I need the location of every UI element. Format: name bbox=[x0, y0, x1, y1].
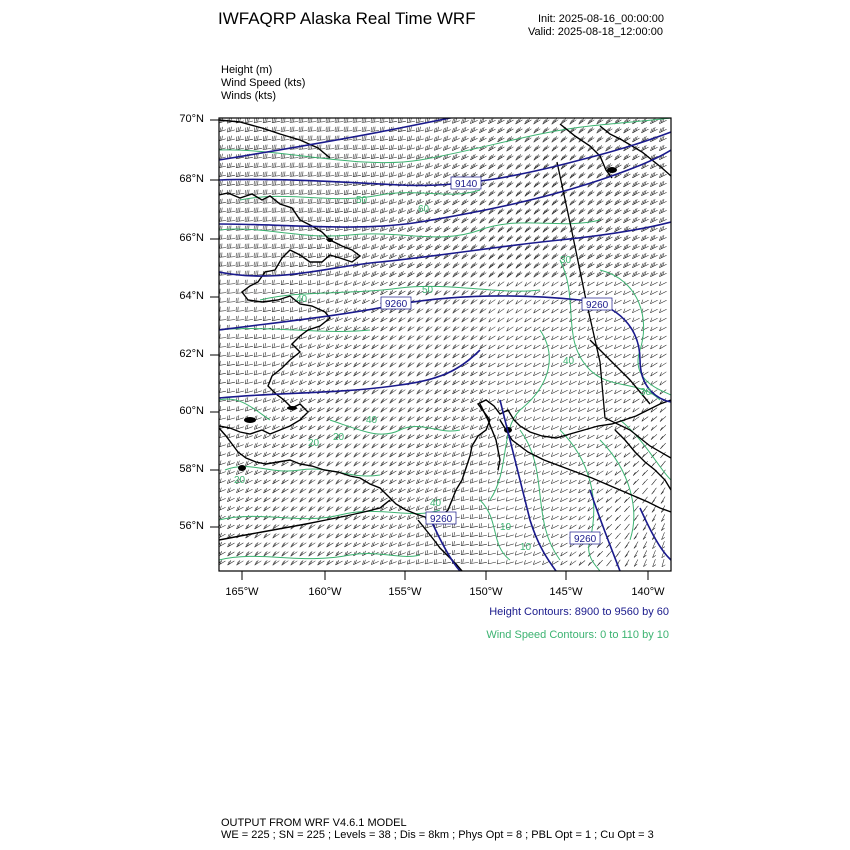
model-output-line: OUTPUT FROM WRF V4.6.1 MODEL bbox=[221, 817, 407, 829]
wind-label: 40 bbox=[563, 356, 575, 367]
latitude-label: 70°N bbox=[179, 113, 204, 125]
wind-label: 40 bbox=[366, 415, 378, 426]
map-title: IWFAQRP Alaska Real Time WRF bbox=[218, 9, 476, 28]
latitude-label: 62°N bbox=[179, 348, 204, 360]
wind-contour-note: Wind Speed Contours: 0 to 110 by 10 bbox=[486, 629, 669, 641]
longitude-label: 165°W bbox=[225, 586, 259, 598]
height-label: 9260 bbox=[574, 534, 597, 545]
latitude-label: 56°N bbox=[179, 520, 204, 532]
wind-label: 20 bbox=[308, 438, 320, 449]
border-line bbox=[557, 162, 671, 458]
latitude-label: 60°N bbox=[179, 405, 204, 417]
wind-label: 40 bbox=[430, 498, 442, 509]
height-contour-labels bbox=[381, 177, 612, 545]
latitude-label: 64°N bbox=[179, 290, 204, 302]
wind-label: 50 bbox=[422, 285, 434, 296]
wind-label: 40 bbox=[296, 294, 308, 305]
field-label-winds: Winds (kts) bbox=[221, 90, 276, 102]
longitude-label: 140°W bbox=[631, 586, 665, 598]
latitude-label: 68°N bbox=[179, 173, 204, 185]
init-time: Init: 2025-08-16_00:00:00 bbox=[538, 13, 664, 25]
wind-label: 30 bbox=[640, 387, 652, 398]
height-label: 9260 bbox=[430, 514, 453, 525]
latitude-label: 58°N bbox=[179, 463, 204, 475]
longitude-label: 160°W bbox=[308, 586, 342, 598]
latitude-label: 66°N bbox=[179, 232, 204, 244]
model-config-line: WE = 225 ; SN = 225 ; Levels = 38 ; Dis = 8km ; Phys Opt = 8 ; PBL Opt = 1 ; Cu Opt = 3 bbox=[221, 829, 654, 841]
field-label-wind-speed: Wind Speed (kts) bbox=[221, 77, 306, 89]
height-label: 9260 bbox=[385, 299, 408, 310]
longitude-label: 155°W bbox=[388, 586, 422, 598]
wind-label: 10 bbox=[500, 522, 512, 533]
height-label: 9260 bbox=[586, 300, 609, 311]
wind-label: 20 bbox=[234, 475, 246, 486]
longitude-label: 150°W bbox=[469, 586, 503, 598]
height-contours bbox=[219, 116, 671, 571]
height-contour-note: Height Contours: 8900 to 9560 by 60 bbox=[489, 606, 669, 618]
wind-label: 30 bbox=[560, 255, 572, 266]
wind-label: 10 bbox=[520, 542, 532, 553]
longitude-label: 145°W bbox=[549, 586, 583, 598]
wind-label: 50 bbox=[356, 195, 368, 206]
wind-label: 20 bbox=[333, 432, 345, 443]
axis-ticks bbox=[210, 120, 648, 580]
wind-label: 60 bbox=[418, 204, 430, 215]
valid-time: Valid: 2025-08-18_12:00:00 bbox=[528, 26, 663, 38]
height-label: 9140 bbox=[455, 179, 478, 190]
field-label-height: Height (m) bbox=[221, 64, 273, 76]
